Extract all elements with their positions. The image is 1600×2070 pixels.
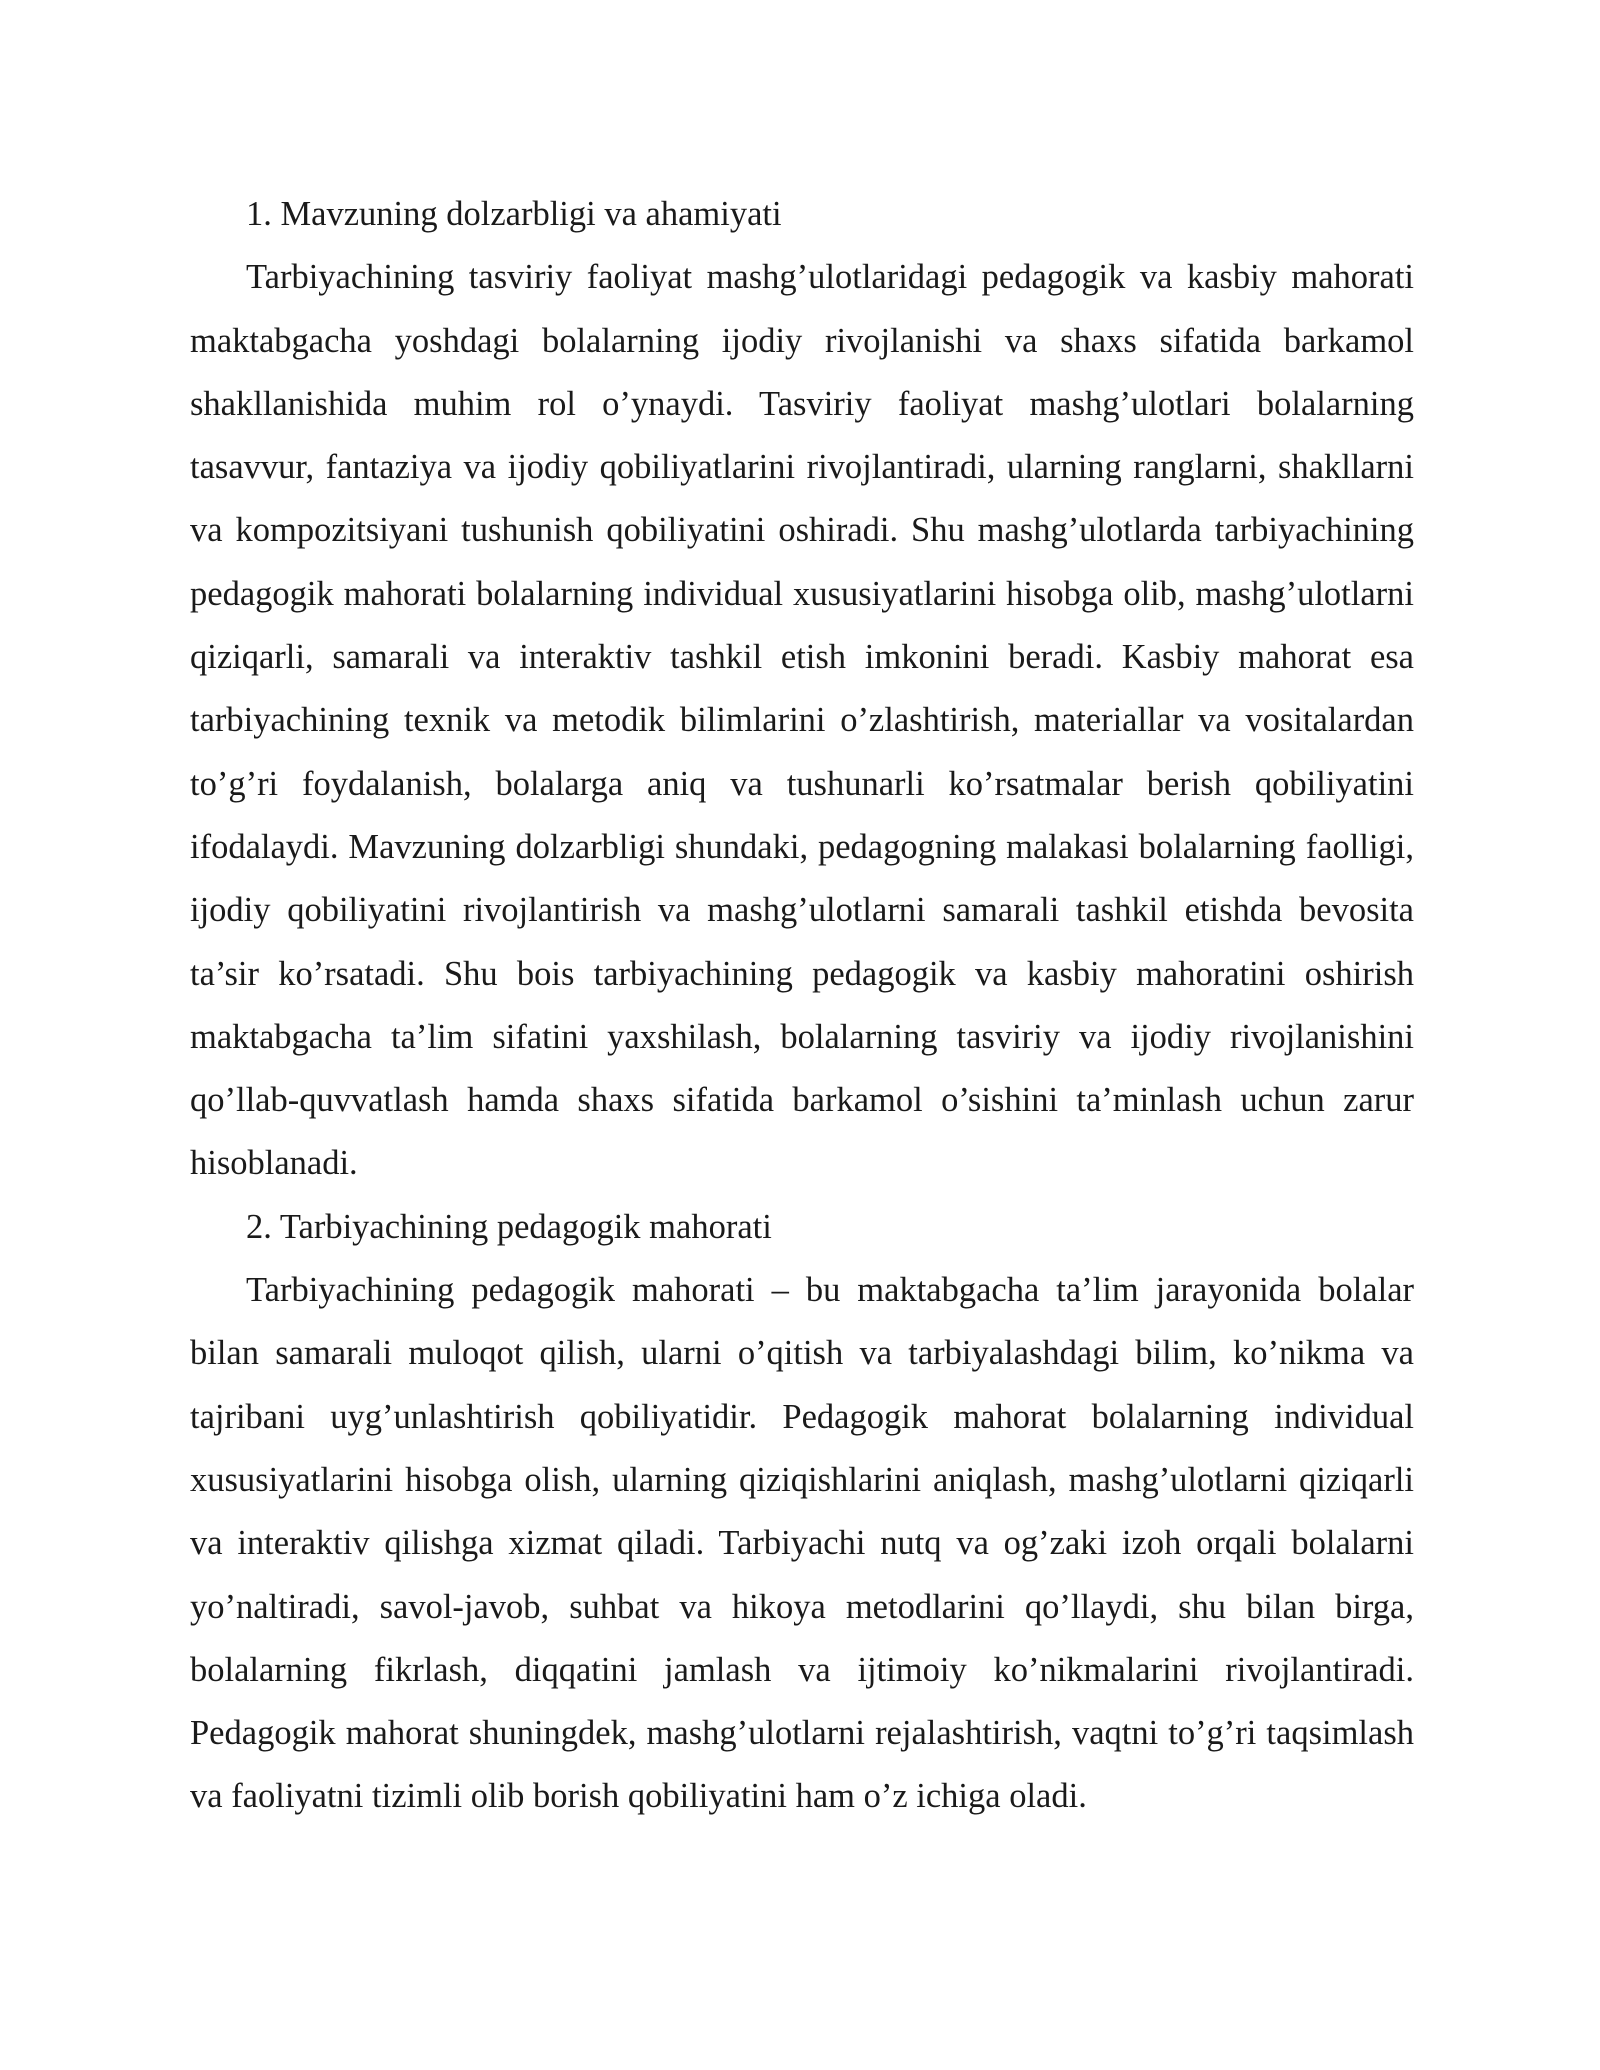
- section-2-paragraph: Tarbiyachining pedagogik mahorati – bu maktabgacha ta’lim jarayonida bolalar bilan samarali muloqot qilish, ularni o’qitish va tarbiyalashdagi bilim, ko’nikma va tajribani uyg’unlashtirish qobiliyatidir. Pedagogik mahorat bolalarning individual xususiyatlarini hisobga olish, ularning qiziqishlarini aniqlash, mashg’ulotlarni qiziqarli va interaktiv qilishga xizmat qiladi. Tarbiyachi nutq va og’zaki izoh orqali bolalarni yo’naltiradi, savol-javob, suhbat va hikoya metodlarini qo’llaydi, shu bilan birga, bolalarning fikrlash, diqqatini jamlash va ijtimoiy ko’nikmalarini rivojlantiradi. Pedagogik mahorat shuningdek, mashg’ulotlarni rejalashtirish, vaqtni to’g’ri taqsimlash va faoliyatni tizimli olib borish qobiliyatini ham o’z ichiga oladi.: [190, 1271, 1414, 1816]
- section-1-paragraph: Tarbiyachining tasviriy faoliyat mashg’ulotlaridagi pedagogik va kasbiy mahorati maktabgacha yoshdagi bolalarning ijodiy rivojlanishi va shaxs sifatida barkamol shakllanishida muhim rol o’ynaydi. Tasviriy faoliyat mashg’ulotlari bolalarning tasavvur, fantaziya va ijodiy qobiliyatlarini rivojlantiradi, ularning ranglarni, shakllarni va kompozitsiyani tushunish qobiliyatini oshiradi. Shu mashg’ulotlarda tarbiyachining pedagogik mahorati bolalarning individual xususiyatlarini hisobga olib, mashg’ulotlarni qiziqarli, samarali va interaktiv tashkil etish imkonini beradi. Kasbiy mahorat esa tarbiyachining texnik va metodik bilimlarini o’zlashtirish, materiallar va vositalardan to’g’ri foydalanish, bolalarga aniq va tushunarli ko’rsatmalar berish qobiliyatini ifodalaydi. Mavzuning dolzarbligi shundaki, pedagogning malakasi bolalarning faolligi, ijodiy qobiliyatini rivojlantirish va mashg’ulotlarni samarali tashkil etishda bevosita ta’sir ko’rsatadi. Shu bois tarbiyachining pedagogik va kasbiy mahoratini oshirish maktabgacha ta’lim sifatini yaxshilash, bolalarning tasviriy va ijodiy rivojlanishini qo’llab-quvvatlash hamda shaxs sifatida barkamol o’sishini ta’minlash uchun zarur hisoblanadi.: [190, 258, 1414, 1183]
- section-1-heading: 1. Mavzuning dolzarbligi va ahamiyati: [246, 195, 782, 233]
- section-2-heading: 2. Tarbiyachining pedagogik mahorati: [246, 1207, 772, 1246]
- document-body: [190, 183, 1414, 1829]
